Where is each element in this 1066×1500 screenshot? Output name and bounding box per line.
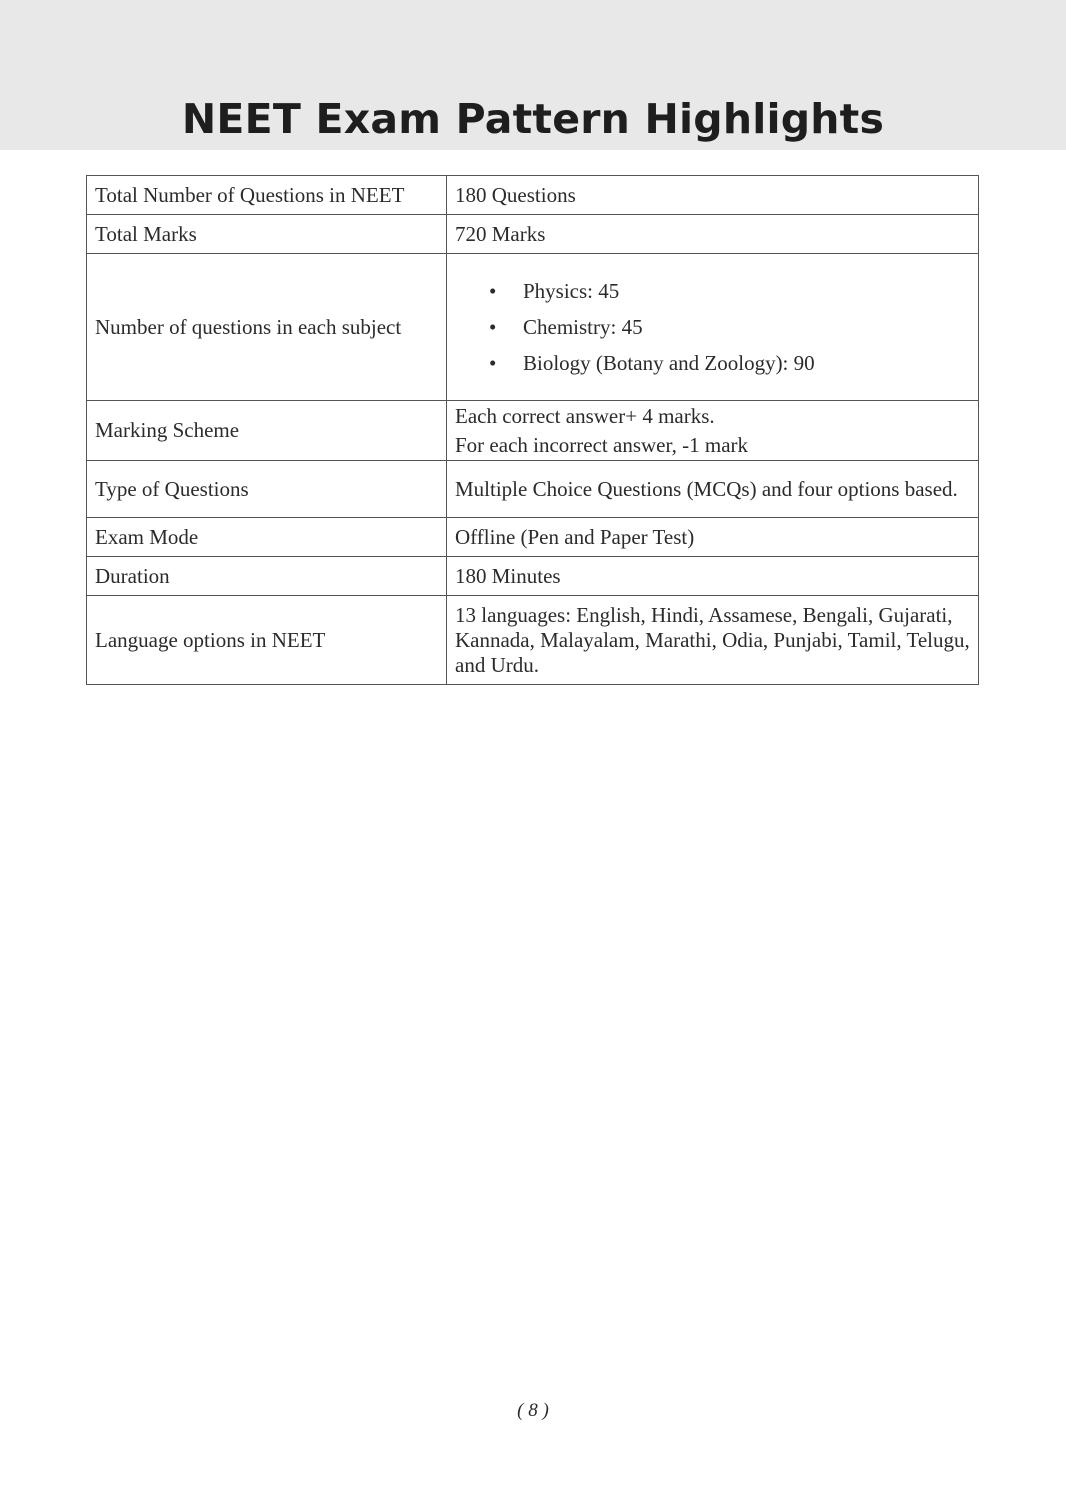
row-value: [447, 254, 979, 401]
row-label: Number of questions in each subject: [87, 254, 447, 401]
row-label: Marking Scheme: [87, 401, 447, 461]
marking-incorrect: For each incorrect answer, -1 mark: [455, 432, 749, 457]
table-row: [87, 401, 979, 461]
list-item: • Biology (Botany and Zoology): 90: [483, 345, 970, 381]
marking-correct: Each correct answer+ 4 marks.: [455, 403, 715, 428]
subject-list: [455, 273, 970, 381]
table-row: [87, 215, 979, 254]
row-value: [447, 401, 979, 461]
row-value: 720 Marks: [447, 215, 979, 254]
table-row: [87, 518, 979, 557]
row-value: 13 languages: English, Hindi, Assamese, Bengali, Gujarati, Kannada, Malayalam, Marathi, Odia, Punjabi, Tamil, Telugu, and Urdu.: [447, 596, 979, 685]
row-label: Total Number of Questions in NEET: [87, 176, 447, 215]
row-value: Offline (Pen and Paper Test): [447, 518, 979, 557]
row-label: Language options in NEET: [87, 596, 447, 685]
list-item: • Chemistry: 45: [483, 309, 970, 345]
row-label: Duration: [87, 557, 447, 596]
page-title: NEET Exam Pattern Highlights: [181, 95, 885, 143]
row-value: Multiple Choice Questions (MCQs) and four options based.: [447, 461, 979, 518]
table-row: [87, 461, 979, 518]
row-value: 180 Minutes: [447, 557, 979, 596]
row-label: Exam Mode: [87, 518, 447, 557]
row-value: 180 Questions: [447, 176, 979, 215]
table-row: [87, 254, 979, 401]
table-row: [87, 176, 979, 215]
row-label: Type of Questions: [87, 461, 447, 518]
row-label: Total Marks: [87, 215, 447, 254]
page-number: ( 8 ): [517, 1400, 549, 1421]
list-item: • Physics: 45: [483, 273, 970, 309]
table-row: [87, 557, 979, 596]
exam-pattern-table: [86, 175, 979, 685]
table-row: [87, 596, 979, 685]
